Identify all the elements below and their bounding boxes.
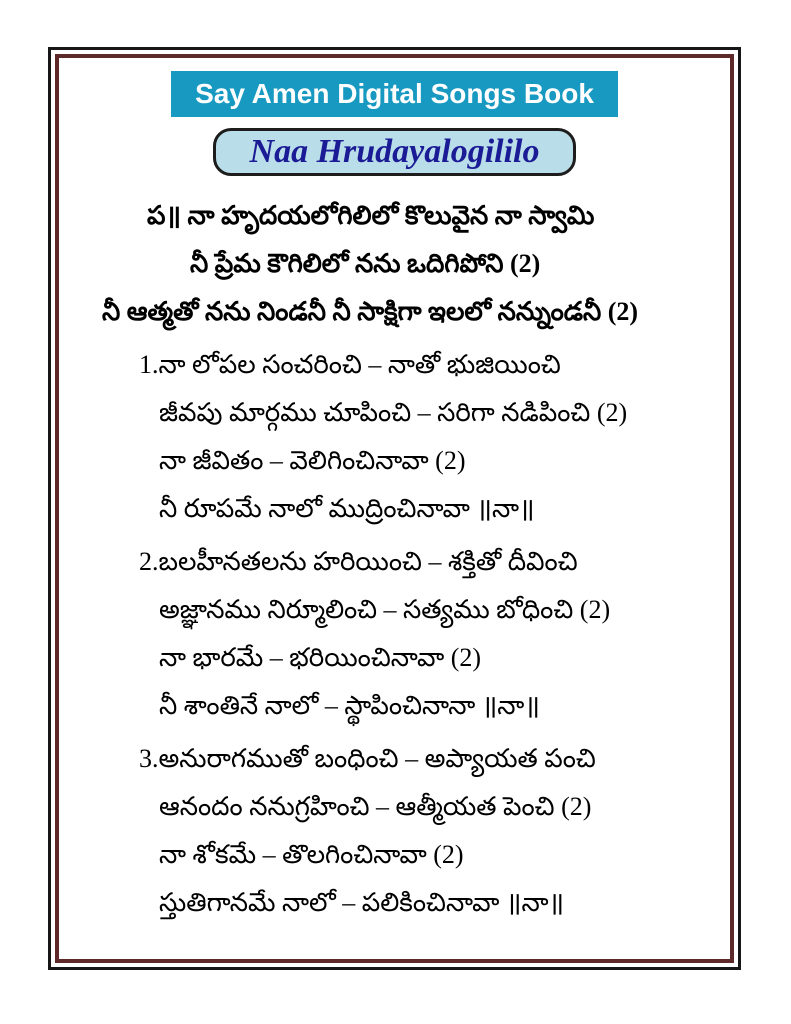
- lyric-line: అజ్ఞానము నిర్మూలించి – సత్యము బోధించి (2): [159, 595, 611, 624]
- stanza-2: [59, 538, 730, 730]
- lyrics-body: [59, 192, 730, 927]
- song-title: Naa Hrudayalogililo: [213, 128, 577, 176]
- inner-frame: [55, 54, 734, 963]
- lyric-line: నీ ఆత్మతో నను నిండనీ నీ సాక్షిగా ఇలలో నన్నుండనీ (2): [102, 297, 639, 326]
- stanza-3: [59, 735, 730, 927]
- lyric-line: నా శోకమే – తొలగించినావా (2): [159, 840, 464, 869]
- lyric-line: నా జీవితం – వెలిగించినావా (2): [159, 446, 466, 475]
- lyric-line: ఆనందం ననుగ్రహించి – ఆత్మీయత పెంచి (2): [159, 792, 592, 821]
- lyric-line: 2.బలహీనతలను హరియించి – శక్తితో దీవించి: [139, 547, 578, 576]
- lyric-line: నీ శాంతినే నాలో – స్థాపించినానా ॥నా॥: [159, 691, 540, 720]
- lyric-line: స్తుతిగానమే నాలో – పలికించినావా ॥నా॥: [159, 888, 565, 917]
- lyric-line: నీ ప్రేమ కౌగిలిలో నను ఒదిగిపోని (2): [190, 249, 541, 278]
- outer-frame: [48, 47, 741, 970]
- lyric-line: జీవపు మార్గము చూపించి – సరిగా నడిపించి (2): [159, 398, 628, 427]
- lyric-line: ప॥ నా హృదయలోగిలిలో కొలువైన నా స్వామి: [147, 201, 595, 230]
- book-title-banner: Say Amen Digital Songs Book: [171, 71, 618, 117]
- pallavi-section: [59, 192, 730, 336]
- stanza-1: [59, 341, 730, 533]
- lyric-line: 3.అనురాగముతో బంధించి – అప్యాయత పంచి: [139, 744, 596, 773]
- lyric-line: నీ రూపమే నాలో ముద్రించినావా ॥నా॥: [159, 494, 535, 523]
- lyric-line: 1.నా లోపల సంచరించి – నాతో భుజియించి: [139, 350, 561, 379]
- lyric-line: నా భారమే – భరియించినావా (2): [159, 643, 482, 672]
